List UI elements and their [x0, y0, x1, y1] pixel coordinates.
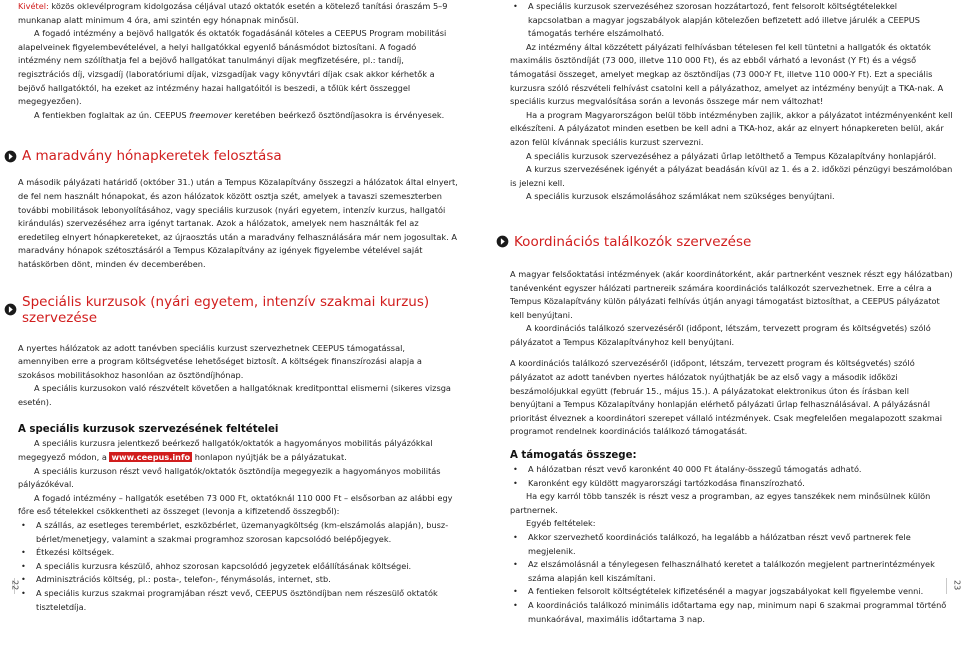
section-heading-coordination	[496, 234, 954, 250]
intro-p3-text-end: keretében beérkező ösztöndíjasokra is érvényesek.	[231, 109, 445, 120]
support-heading: A támogatás összege:	[510, 450, 637, 462]
list-item: • A speciális kurzus szakmai programjában részt vevő, CEEPUS ösztöndíjban nem részesülő oktatók tiszteletdíja.	[18, 587, 458, 614]
support-list	[510, 463, 954, 490]
exception-text: közös oklevélprogram kidolgozása céljával utazó oktatók esetén a kötelező tanítási óraszám 5–9 munkanap alatt minimum 4 óra, ami szintén egy hónapnak minősül.	[18, 1, 448, 25]
subsection-paragraph-1	[18, 437, 458, 464]
right-page	[510, 0, 954, 626]
coordination-paragraph-4: Ha egy karról több tanszék is részt vesz a programban, az egyes tanszékek nem minősülnek külön partnernek.	[510, 491, 931, 515]
subsection-paragraph-3: A fogadó intézmény – hallgatók esetében 73 000 Ft, oktatóknál 110 000 Ft – elsősorban az alábbi egy főre eső tételekkel csökkentheti az összeget (levonja a kifizetendő összegből):	[18, 492, 453, 517]
other-conditions-list	[510, 531, 954, 626]
coordination-paragraph-1: A magyar felsőoktatási intézmények (akár koordinátorként, akár partnerként vesznek részt egy hálózatban) tanévenként egyszer hálózati partnereik számára koordinációs találkozót szervezhetnek. Erre a célra a Tempus Közalapítvány külön pályázati felhívás útján anyagi támogatást biztosíthat, a CEEPUS pályázatot kell benyújtani.	[510, 268, 953, 320]
right-paragraph-3: A speciális kurzusok szervezéséhez a pályázati űrlap letölthető a Tempus Közalapítvány honlapjáról.	[526, 150, 937, 161]
section-heading-remaining-months	[4, 148, 458, 164]
right-paragraph-2: Ha a program Magyarországon belül több intézményben zajlik, akkor a pályázatot intézményenként kell elkészíteni. A pályázatot minden esetben be kell adni a TKA-hoz, akár az elnyert hónapkereten belül, akár azon felül kívánnak speciális kurzust szervezni.	[510, 109, 953, 147]
list-item: • A speciális kurzusra készülő, ahhoz szorosan kapcsolódó jegyzetek előállításának költségei.	[18, 560, 458, 574]
freemover-term: freemover	[189, 109, 232, 120]
right-paragraph-4: A kurzus szervezésének igényét a pályázat beadásán kívül az 1. és a 2. időközi pénzügyi beszámolóban is jelezni kell.	[510, 164, 953, 188]
list-item: • Az elszámolásnál a ténylegesen felhasználható keretet a találkozón megjelent partnerintézmények száma alapján kell kiszámítani.	[510, 558, 954, 585]
ceepus-link[interactable]: www.ceepus.info	[111, 452, 191, 463]
page-number-left: 22	[10, 580, 20, 591]
page-number-right: 23	[952, 580, 962, 591]
sub-p1-text-end: honlapon nyújtják be a pályázatukat.	[192, 452, 347, 463]
deduction-list	[18, 519, 458, 614]
list-item: • Étkezési költségek.	[18, 546, 458, 560]
list-item: • A speciális kurzusok szervezéséhez szorosan hozzátartozó, fent felsorolt költségtételekkel kapcsolatban a magyar jogszabályok alapján kötelezően befizetett adó illetve járulék a CEEPUS támogatás terhére elszámolható.	[510, 0, 954, 41]
circle-arrow-icon	[4, 150, 17, 163]
subsection-heading: A speciális kurzusok szervezésének feltételei	[18, 424, 279, 436]
list-item: • A hálózatban részt vevő karonként 40 000 Ft átalány-összegű támogatás adható.	[510, 463, 954, 477]
right-paragraph-5: A speciális kurzusok elszámolásához számlákat nem szükséges benyújtani.	[526, 191, 835, 202]
right-paragraph-1: Az intézmény által közzétett pályázati felhívásban tételesen fel kell tüntetni a hallgatók és oktatók maximális ösztöndíját (73 000, illetve 110 000 Ft), és az ebből várható a levonást (Y Ft) és a végső támogatási összeget, amelyet megkap az ösztöndíjas (73 000-Y Ft, illetve 110 000-Y Ft). Ezt a speciális kurzusra szóló részvételi felhívást csatolni kell a pályázathoz, amelyet az intézmény benyújt a TKA-nak. A speciális kurzus megvalósítása során a levonás összege már nem változhat!	[510, 41, 944, 107]
circle-arrow-icon	[4, 303, 17, 316]
section-title: Speciális kurzusok (nyári egyetem, intenzív szakmai kurzus) szervezése	[22, 293, 430, 326]
section-title: A maradvány hónapkeretek felosztása	[22, 148, 282, 165]
coordination-paragraph-5: Egyéb feltételek:	[526, 518, 596, 529]
circle-arrow-icon	[496, 235, 509, 248]
section1-paragraph: A második pályázati határidő (október 31.) után a Tempus Közalapítvány összegzi a hálózatok által elnyert, de fel nem használt hónapokat, és azon hálózatok között osztja szét, amelyek a tavaszi szemeszterben további mobilitások lebonyolításához, vagy speciális kurzusok (nyári egyetem, intenzív kurzus, hallgatói kirándulás) szervezéséhez arra igényt tartanak. Azok a hálózatok, amelyek nem használták fel az eredetileg elnyert hónapkereteket, az újraosztás után a maradvány felhasználására már nem jogosultak. A maradvány hónapok szétosztásáról a Tempus Közalapítvány az igények figyelembe vételével saját hatáskörben dönt, minden év decemberében.	[18, 177, 458, 269]
coordination-paragraph-2: A koordinációs találkozó szervezéséről (időpont, létszám, tervezett program és költségvetés) szóló pályázatot a Tempus Közalapítványhoz kell benyújtani.	[510, 323, 931, 347]
intro-paragraph-3	[18, 109, 458, 123]
coordination-paragraph-3: A koordinációs találkozó szervezéséről (időpont, létszám, tervezett program és költségvetés) szóló pályázatot az adott tanévben nyertes hálózatok nyújthatják be az első vagy a második időközi beszámolójukkal együtt (február 15., május 15.). A pályázatokat elektronikus úton és írásban kell benyújtani a Tempus Közalapítvány honlapján elérhető pályázati űrlap felhasználásával. A pályázásnál prioritást élveznek a koordinátori szerepet vállaló intézmények. Csak megfelelően megalapozott szakmai programot rendelnek koordinációs találkozó támogatását.	[510, 358, 943, 437]
list-item: • A szállás, az esetleges terembérlet, eszközbérlet, üzemanyagköltség (km-elszámolás alapján), busz-bérlet/menetjegy, valamint a szakmai programhoz szorosan kapcsolódó belépőjegyek.	[18, 519, 458, 546]
sub-p1-text: A speciális kurzusra jelentkező beérkező hallgatók/oktatók a hagyományos mobilitás pályázókkal megegyező módon, a	[18, 438, 433, 463]
intro-paragraph-1	[18, 0, 458, 27]
section-title: Koordinációs találkozók szervezése	[514, 233, 752, 250]
section-heading-special-courses	[4, 294, 458, 326]
left-page	[18, 0, 458, 614]
list-item: • Adminisztrációs költség, pl.: posta-, telefon-, fénymásolás, internet, stb.	[18, 573, 458, 587]
list-item: • A fentieken felsorolt költségtételek kifizetésénél a magyar jogszabályokat kell figyelembe venni.	[510, 585, 954, 599]
list-item: • Akkor szervezhető koordinációs találkozó, ha legalább a hálózatban részt vevő partnerek fele megjelenik.	[510, 531, 954, 558]
intro-paragraph-2: A fogadó intézmény a bejövő hallgatók és oktatók fogadásánál köteles a CEEPUS Program mobilitási alapelveinek figyelembevételével, a helyi hallgatókkal egyenlő bánásmódot biztosítani. A fogadó intézmény nem szólíthatja fel a bejövő hallgatókat tanulmányi díjak megfizetésére, pl.: tandíj, regisztrációs díj, vizsgadíj (laboratóriumi díjak, vizsgadíjak vagy könyvtári díjak csak akkor kérhetők a bejövő hallgatóktól, ha ezeket az intézmény hazai hallgatóitól is beszedi, a tőlük kért összeggel megegyezően).	[18, 28, 447, 107]
top-list	[510, 0, 954, 41]
page-number-rule	[946, 578, 947, 594]
section2-paragraph-2: A speciális kurzusokon való részvételt követően a hallgatóknak kreditponttal elismerni (sikeres vizsga esetén).	[18, 383, 451, 407]
list-item: • Karonként egy küldött magyarországi tartózkodása finanszírozható.	[510, 477, 954, 491]
section2-paragraph-1: A nyertes hálózatok az adott tanévben speciális kurzust szervezhetnek CEEPUS támogatással, amennyiben erre a program költségvetése lehetőséget biztosít. A költségek finanszírozási alapja a szokásos mobilitásokhoz hasonlóan az ösztöndíjhónap.	[18, 342, 422, 380]
list-item: • A koordinációs találkozó minimális időtartama egy nap, minimum napi 6 szakmai programmal történő munkaórával, maximális időtartama 3 nap.	[510, 599, 954, 626]
exception-label: Kivétel:	[18, 1, 49, 11]
subsection-paragraph-2: A speciális kurzuson részt vevő hallgatók/oktatók ösztöndíja megegyezik a hagyományos mobilitás pályázókéval.	[18, 465, 441, 490]
intro-p3-text: A fentiekben foglaltak az ún. CEEPUS	[34, 109, 190, 120]
